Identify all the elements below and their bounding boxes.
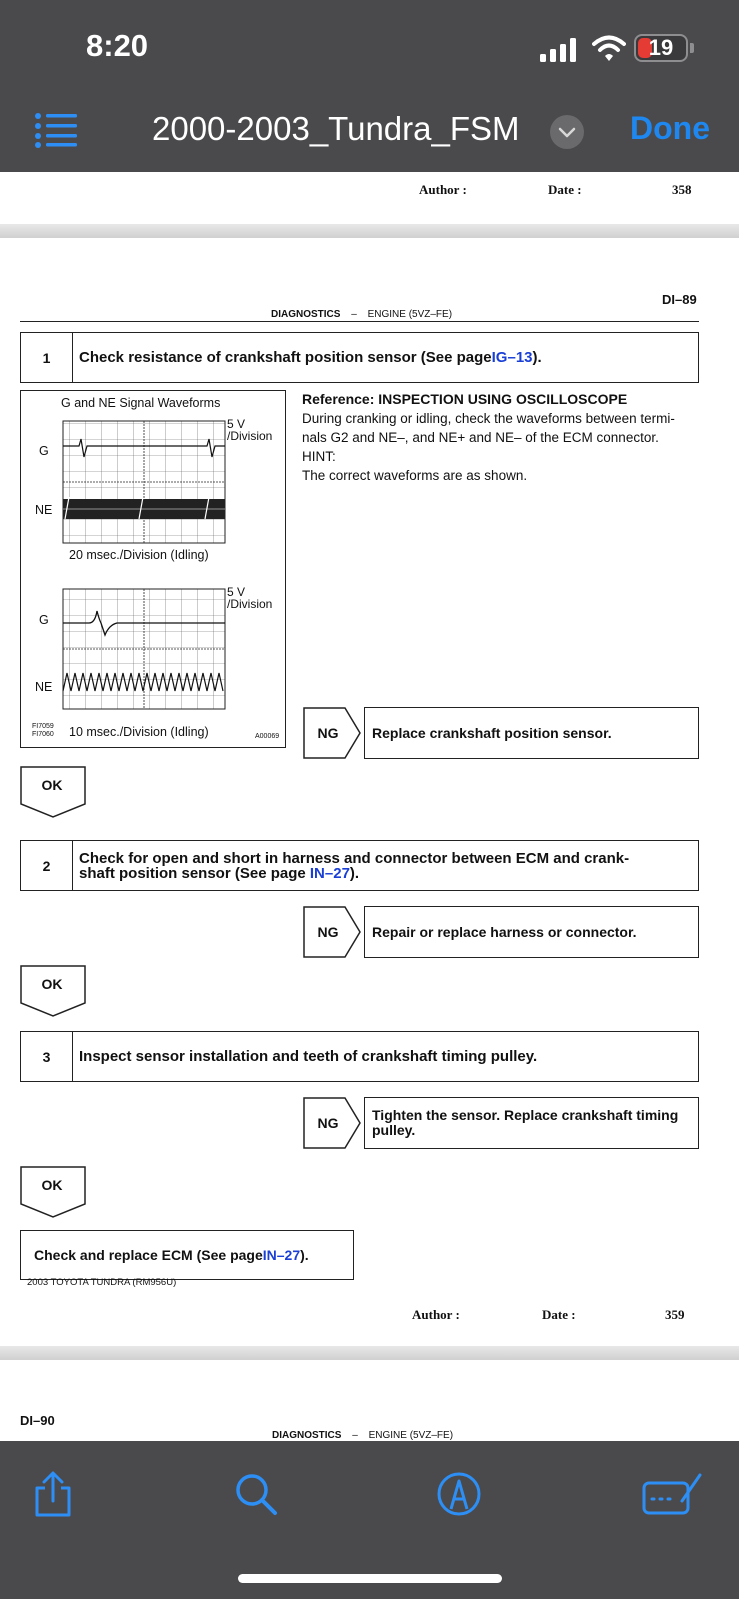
step-2-line-2: [79, 866, 629, 881]
g-label-top: G: [39, 444, 49, 458]
step-1-number: 1: [21, 333, 73, 382]
ng-label-3: NG: [317, 1115, 339, 1131]
list-icon[interactable]: [34, 112, 78, 148]
running-head-sub: ENGINE (5VZ–FE): [367, 309, 453, 320]
step-1-box: [20, 332, 699, 383]
page3-code: DI–90: [20, 1413, 55, 1428]
figure-code-3: A00069: [255, 733, 280, 740]
step-2-text: [79, 841, 690, 890]
volt-value-top: 5 V: [227, 417, 246, 431]
ok-label-1: OK: [41, 777, 63, 793]
division-label-bottom: /Division: [227, 597, 273, 611]
volt-value-bottom: 5 V: [227, 585, 246, 599]
reference-line-3: The correct waveforms are as shown.: [302, 468, 528, 483]
step-2-box: [20, 840, 699, 891]
ng-label-1: NG: [317, 725, 339, 741]
home-indicator[interactable]: [238, 1574, 502, 1583]
ng-result-2: Repair or replace harness or connector.: [364, 906, 699, 958]
caption-bottom: 10 msec./Division (Idling): [69, 725, 209, 739]
ok-tag-2: [20, 965, 86, 1017]
ok-tag-3: [20, 1166, 86, 1218]
battery-cap: [690, 43, 694, 53]
ng-label-2: NG: [317, 924, 339, 940]
document-title[interactable]: 2000-2003_Tundra_FSM: [152, 110, 520, 147]
step-3-text: Inspect sensor installation and teeth of crankshaft timing pulley.: [79, 1048, 538, 1065]
reference-line-2: nals G2 and NE–, and NE+ and NE– of the ECM connector.: [302, 430, 659, 445]
step-1-end: ).: [532, 349, 542, 366]
caption-top: 20 msec./Division (Idling): [69, 548, 209, 562]
page1-author-label: Author :: [419, 182, 467, 197]
volt-label-bottom: [227, 586, 272, 610]
ok-label-2: OK: [41, 976, 63, 992]
page2-page-number: 359: [665, 1307, 685, 1322]
step-3-number: 3: [21, 1032, 73, 1081]
ng-result-3-line-2: pulley.: [372, 1122, 416, 1138]
final-action-text: Check and replace ECM (See page: [34, 1247, 263, 1263]
running-head-section: DIAGNOSTICS: [271, 309, 341, 320]
battery-percent: 19: [648, 35, 674, 60]
page1-date-label: Date :: [548, 182, 582, 197]
ng-result-1: Replace crankshaft position sensor.: [364, 707, 699, 759]
reference-title: Reference: INSPECTION USING OSCILLOSCOPE: [302, 391, 628, 407]
search-icon[interactable]: [233, 1471, 279, 1517]
chevron-down-icon: [550, 115, 584, 149]
top-bar: [0, 0, 739, 172]
page3-running-head: [272, 1430, 453, 1441]
step-1-text: [79, 333, 690, 382]
ng-result-3: [364, 1097, 699, 1149]
page-separator-2: [0, 1346, 739, 1360]
done-button[interactable]: Done: [630, 110, 710, 146]
ne-label-bottom: NE: [35, 680, 53, 694]
reference-hint: HINT:: [302, 449, 336, 464]
waveform-diagram: [21, 391, 287, 749]
running-head-dash: –: [351, 309, 357, 320]
figure-code-2: FI7060: [32, 731, 54, 738]
division-label-top: /Division: [227, 429, 273, 443]
final-action-end: ).: [300, 1247, 309, 1263]
step-3-box: [20, 1031, 699, 1082]
step-1-page-link[interactable]: IG–13: [491, 349, 533, 366]
page2-author-label: Author :: [412, 1307, 460, 1322]
page-code: DI–89: [662, 292, 697, 307]
step-1-label: Check resistance of crankshaft position sensor (See page: [79, 349, 492, 366]
g-label-bottom: G: [39, 613, 49, 627]
page1-page-number: 358: [672, 182, 692, 197]
figure-codes: [32, 723, 54, 739]
keyboard-icon[interactable]: [642, 1471, 704, 1517]
header-rule: [20, 321, 699, 322]
battery-indicator: [634, 34, 688, 62]
figure-title: G and NE Signal Waveforms: [61, 396, 221, 410]
page2-date-label: Date :: [542, 1307, 576, 1322]
step-2-page-link[interactable]: IN–27: [309, 864, 350, 882]
ng-tag-3: [303, 1097, 361, 1149]
ne-label-top: NE: [35, 503, 53, 517]
bottom-toolbar: [0, 1441, 739, 1599]
manual-footer: 2003 TOYOTA TUNDRA (RM956U): [27, 1277, 177, 1288]
markup-icon[interactable]: [436, 1471, 482, 1517]
final-action-box: [20, 1230, 354, 1280]
ng-result-3-line-1: Tighten the sensor. Replace crankshaft timing: [372, 1107, 679, 1123]
final-page-link[interactable]: IN–27: [262, 1247, 301, 1263]
step-2-line-1: Check for open and short in harness and connector between ECM and crank-: [79, 849, 630, 867]
waveform-figure: [20, 390, 286, 748]
status-time: 8:20: [86, 28, 149, 63]
figure-code-1: FI7059: [32, 723, 54, 730]
wifi-icon: [592, 34, 626, 62]
running-head: [271, 309, 452, 320]
reference-line-1: During cranking or idling, check the waveforms between termi-: [302, 411, 675, 426]
ne-waveform-top: [63, 497, 225, 519]
step-2-line-2-text: shaft position sensor (See page: [79, 864, 310, 882]
page3-running-head-section: DIAGNOSTICS: [272, 1430, 342, 1441]
ng-tag-1: [303, 707, 361, 759]
share-icon[interactable]: [30, 1471, 76, 1517]
cellular-signal-icon: [540, 38, 580, 62]
reference-text: [302, 390, 712, 485]
page-separator: [0, 224, 739, 238]
title-menu-button[interactable]: [550, 115, 584, 149]
step-2-number: 2: [21, 841, 73, 890]
ng-tag-2: [303, 906, 361, 958]
step-2-end: ).: [349, 864, 360, 882]
page3-running-head-dash: –: [352, 1430, 358, 1441]
page3-running-head-sub: ENGINE (5VZ–FE): [368, 1430, 454, 1441]
ok-label-3: OK: [41, 1177, 63, 1193]
ok-tag-1: [20, 766, 86, 818]
volt-label-top: [227, 418, 272, 442]
